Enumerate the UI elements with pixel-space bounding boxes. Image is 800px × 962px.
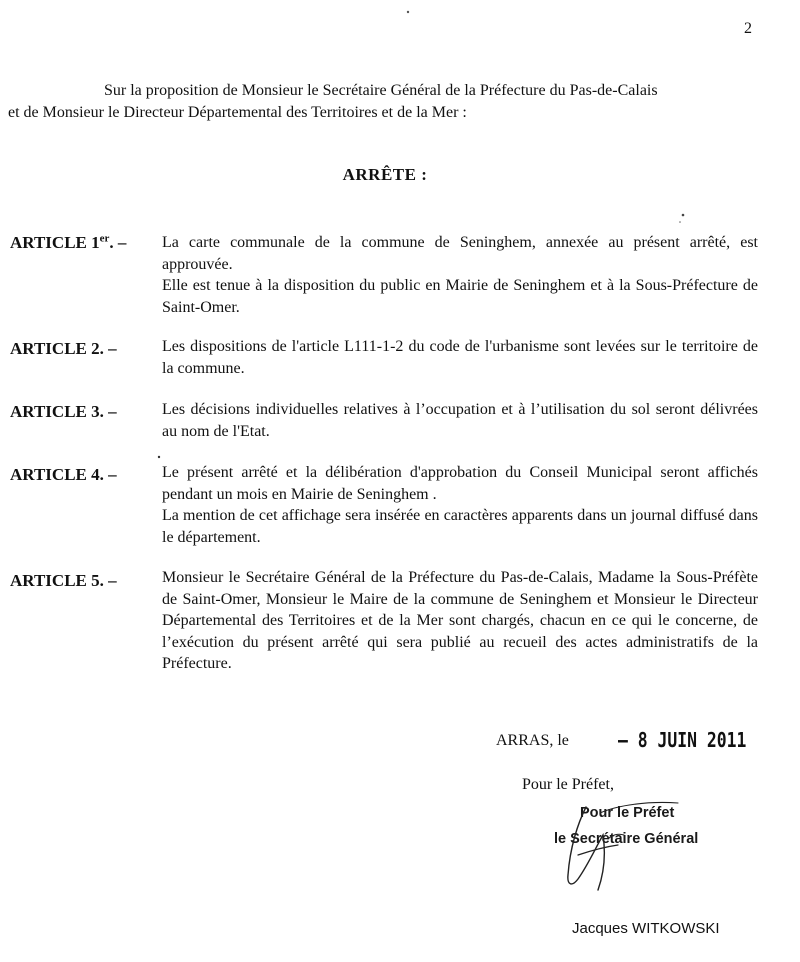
article-4-body: [162, 462, 758, 548]
article-5-label: ARTICLE 5. –: [10, 571, 117, 590]
article-1-label-text: ARTICLE 1: [10, 233, 100, 252]
article-1-label-sup: er: [99, 232, 110, 245]
article-5-body: [162, 567, 758, 675]
article-5-paragraph-1: Monsieur le Secrétaire Général de la Préfecture du Pas-de-Calais, Madame la Sous-Préfète de Saint-Omer, Monsieur le Maire de la commune de Seninghem et Monsieur le Directeur Départemental des Territoires et de la Mer sont chargés, chacun en ce qui le concerne, de l’exécution du présent arrêté qui sera publié au recueil des actes administratifs de la Préfecture.: [162, 569, 758, 672]
preamble-line-2: et de Monsieur le Directeur Départemental des Territoires et de la Mer :: [8, 104, 467, 121]
page-number: 2: [744, 20, 752, 37]
article-1-body: [162, 232, 758, 318]
preamble-line-1: Sur la proposition de Monsieur le Secrétaire Général de la Préfecture du Pas-de-Calais: [104, 82, 658, 99]
article-3-body: [162, 399, 758, 442]
article-3-label: ARTICLE 3. –: [10, 402, 117, 421]
article-1-label: [10, 233, 126, 253]
article-1-paragraph-2: Elle est tenue à la disposition du public en Mairie de Seninghem et à la Sous-Préfecture de Saint-Omer.: [162, 277, 758, 316]
article-4-paragraph-1: Le présent arrêté et la délibération d'approbation du Conseil Municipal seront affichés pendant un mois en Mairie de Seninghem .: [162, 464, 758, 503]
signature-place: ARRAS, le: [496, 732, 569, 749]
article-2-paragraph-1: Les dispositions de l'article L111-1-2 du code de l'urbanisme sont levées sur le territoire de la commune.: [162, 338, 758, 377]
article-3-paragraph-1: Les décisions individuelles relatives à l’occupation et à l’utilisation du sol seront délivrées au nom de l'Etat.: [162, 401, 758, 440]
decree-heading: ARRÊTE :: [342, 165, 428, 184]
article-1-label-suffix: . –: [109, 233, 127, 252]
article-2-label: ARTICLE 2. –: [10, 339, 117, 358]
article-1-paragraph-1: La carte communale de la commune de Seninghem, annexée au présent arrêté, est approuvée.: [162, 234, 758, 273]
article-4-paragraph-2: La mention de cet affichage sera insérée en caractères apparents dans un journal diffusé dans le département.: [162, 507, 758, 546]
signatory-name: Jacques WITKOWSKI: [572, 920, 720, 937]
article-2-body: [162, 336, 758, 379]
article-4-label: ARTICLE 4. –: [10, 465, 117, 484]
stamp-line-1: Pour le Préfet: [580, 805, 675, 821]
pour-le-prefet: Pour le Préfet,: [522, 776, 614, 793]
stamp-line-2: le Secrétaire Général: [554, 831, 699, 847]
date-stamp: – 8 JUIN 2011: [618, 728, 747, 752]
handwritten-signature: [548, 795, 698, 895]
preamble: [8, 80, 764, 124]
